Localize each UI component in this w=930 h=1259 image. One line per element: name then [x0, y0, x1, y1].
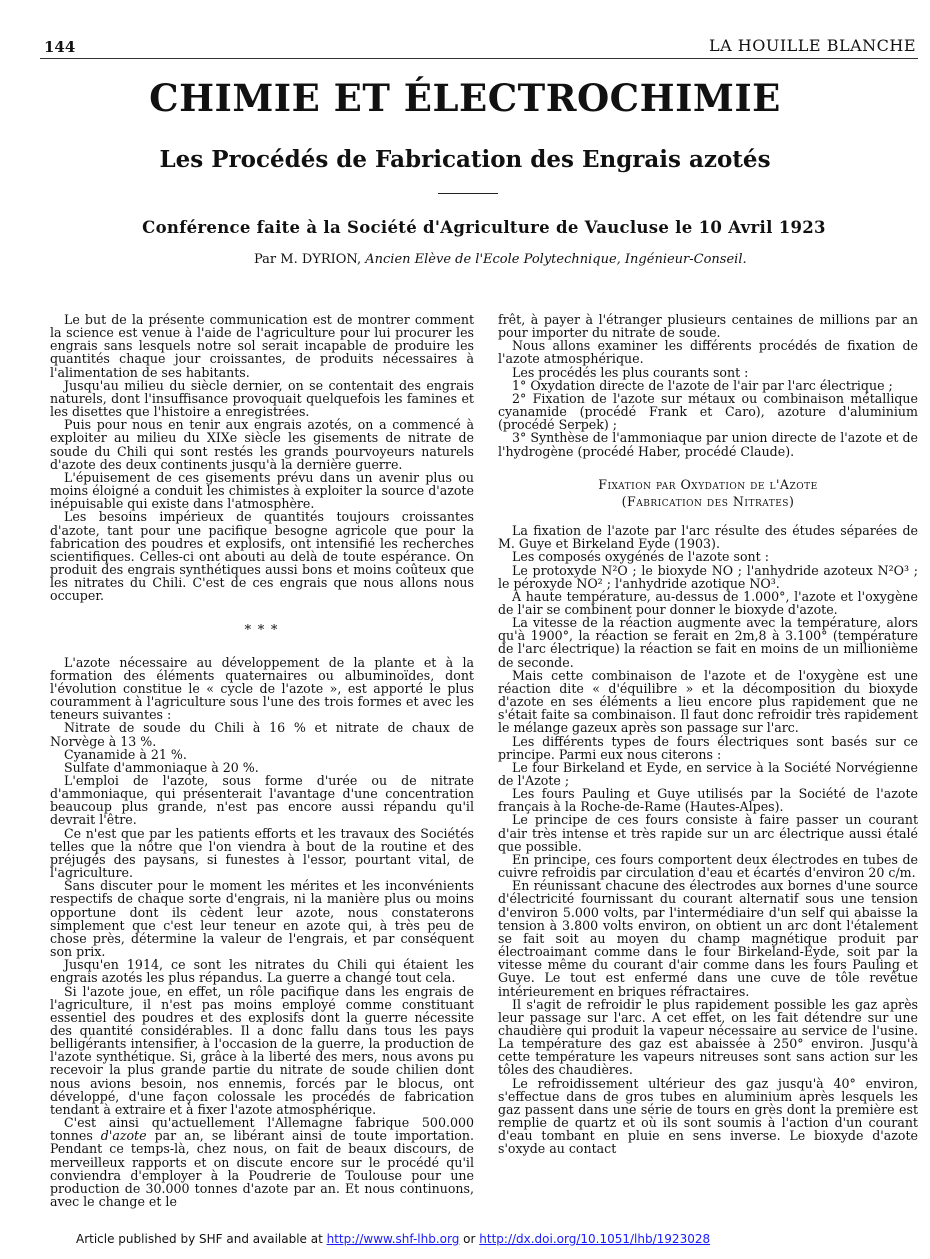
paragraph: Jusqu'au milieu du siècle dernier, on se contentait des engrais naturels, dont l'insuffisance provoquait quelquefois les famines et les disettes que l'histoire a enregistrées. — [50, 377, 474, 420]
paragraph: Mais cette combinaison de l'azote et de l'oxygène est une réaction dite « d'équilibre » et la décomposition du bioxyde d'azote en ses éléments a lieu encore plus rapidement que ne s'était faite sa combinaison. Il faut donc refroidir très rapidement le mélange gazeux après son passage sur l'arc. — [498, 667, 918, 736]
paragraph: Jusqu'en 1914, ce sont les nitrates du Chili qui étaient les engrais azotés les plus répandus. La guerre a changé tout cela. — [50, 957, 474, 986]
page-number: 144 — [44, 38, 76, 56]
paragraph: Le refroidissement ultérieur des gaz jusqu'à 40° environ, s'effectue dans de gros tubes en aluminium après lesquels les gaz passent dans une série de tours en grès dont la première est remplie de quartz et où ils sont soumis à l'action d'un courant d'eau tombant en pluie en sens inverse. Le bioxyde d'azote s'oxyde au contact — [498, 1075, 918, 1157]
section-separator: * * * — [244, 623, 280, 639]
author-byline — [254, 252, 747, 267]
paragraph: En principe, ces fours comportent deux électrodes en tubes de cuivre refroidis par circulation d'eau et écartés d'environ 20 c/m. — [498, 851, 918, 881]
paragraph: 1° Oxydation directe de l'azote de l'air par l'arc électrique ; — [512, 377, 893, 393]
paragraph: L'épuisement de ces gisements prévu dans un avenir plus ou moins éloigné a conduit les chimistes à exploiter la source d'azote inépuisable qui existe dans l'atmosphère. — [50, 469, 474, 512]
right-column — [498, 313, 918, 1156]
conference-subtitle: Conférence faite à la Société d'Agriculture de Vaucluse le 10 Avril 1923 — [142, 218, 826, 237]
publisher-footer — [76, 1232, 710, 1246]
paragraph: Ce n'est que par les patients efforts et les travaux des Sociétés telles que la nôtre que l'on viendra à bout de la routine et des préjugés des paysans, si funestes à l'essor, pourtant vital, de l'agriculture. — [50, 825, 474, 881]
shf-link[interactable]: http://www.shf-lhb.org — [326, 1232, 460, 1246]
paragraph: 3° Synthèse de l'ammoniaque par union directe de l'azote et de l'hydrogène (procédé Haber, procédé Claude). — [498, 430, 918, 459]
paragraph: frêt, à payer à l'étranger plusieurs centaines de millions par an pour importer du nitrate de soude. — [498, 312, 918, 341]
paragraph: Si l'azote joue, en effet, un rôle pacifique dans les engrais de l'agriculture, il n'est pas moins employé comme constituant essentiel des poudres et des explosifs dont la guerre nécessite des quantité considérables. Il a donc fallu dans tous les pays belligérants intensifier, à l'occasion de la guerre, la production de l'azote synthétique. Si, grâce à la liberté des mers, nous avons pu recevoir la plus grande partie du nitrate de soude chilien dont nous avions besoin, nos ennemis, forcés par le blocus, ont développé, d'une façon colossale les procédés de fabrication tendant à extraire et à fixer l'azote atmosphérique. — [50, 983, 474, 1117]
paragraph: La fixation de l'azote par l'arc résulte des études séparées de M. Guye et Birkeland Eyde (1903). — [498, 523, 918, 552]
paragraph: A haute température, au-dessus de 1.000°, l'azote et l'oxygène de l'air se combinent pour donner le bioxyde d'azote. — [498, 588, 918, 617]
author-role: Ancien Elève de l'Ecole Polytechnique, Ingénieur-Conseil. — [365, 252, 747, 267]
paragraph: Le protoxyde N²O ; le bioxyde NO ; l'anhydride azoteux N²O³ ; le péroxyde NO² ; l'anhydride azotique NO³. — [498, 562, 918, 591]
header-rule — [40, 58, 918, 59]
paragraph: Le but de la présente communication est de montrer comment la science est venue à l'aide de l'agriculture pour lui procurer les engrais sans lesquels notre sol serait incapable de produire les quantités chaque jour croissantes, de produits nécessaires à l'alimentation de ses habitants. — [50, 312, 474, 380]
paragraph: Cyanamide à 21 %. — [64, 746, 187, 762]
paragraph: En réunissant chacune des électrodes aux bornes d'une source d'électricité fournissant du courant alternatif sous une tension d'environ 5.000 volts, par l'intermédiaire d'un self qui abaisse la tension à 3.800 volts environ, on obtient un arc dont l'étalement se fait soit au moyen du champ magnétique produit par électroaimant comme dans le four Birkeland-Eyde, soit par la vitesse même du courant d'air comme dans les fours Pauling et Guye. Le tout est enfermé dans une cuve de tôle revêtue intérieurement en briques réfractaires. — [498, 878, 918, 999]
paragraph: Les procédés les plus courants sont : — [512, 364, 749, 380]
footer-or: or — [459, 1232, 480, 1246]
paragraph: Le four Birkeland et Eyde, en service à la Société Norvégienne de l'Azote ; — [498, 759, 918, 788]
paragraph: 2° Fixation de l'azote sur métaux ou combinaison métallique cyanamide (procédé Frank et Caro), azoture d'aluminium (procédé Serpek) ; — [498, 390, 918, 433]
paragraph: Nous allons examiner les différents procédés de fixation de l'azote atmosphérique. — [498, 338, 918, 367]
paragraph: Le principe de ces fours consiste à faire passer un courant d'air très intense et très rapide sur un arc électrique aussi étalé que possible. — [498, 812, 918, 854]
paragraph: La vitesse de la réaction augmente avec la température, alors qu'à 1900°, la réaction se ferait en 2m,8 à 3.100° (température de l'arc électrique) la réaction se fait en moins de un millionième de seconde. — [498, 615, 918, 670]
author-name: Par M. DYRION, — [254, 252, 362, 267]
paragraph: Les besoins impérieux de quantités toujours croissantes d'azote, tant pour une pacifique besogne agricole que pour la fabrication des poudres et explosifs, ont intensifié les recherches scientifiques. Celles-ci ont abouti au delà de toute espérance. On produit des engrais synthétiques aussi bons et moins coûteux que les nitrates du Chili. C'est de ces engrais que nous allons nous occuper. — [50, 509, 474, 604]
subheading: Fixation par Oxydation de l'Azote — [598, 476, 818, 492]
article-title: Les Procédés de Fabrication des Engrais azotés — [159, 146, 771, 173]
doi-link[interactable]: http://dx.doi.org/10.1051/lhb/1923028 — [479, 1232, 711, 1246]
paragraph: Il s'agit de refroidir le plus rapidement possible les gaz après leur passage sur l'arc. A cet effet, on les fait détendre sur une chaudière qui produit la vapeur nécessaire au service de l'usine. La température des gaz est abaissée à 250° environ. Jusqu'à cette température les vapeurs nitreuses sont sans action sur les tôles des chaudières. — [498, 996, 918, 1078]
paragraph: L'emploi de l'azote, sous forme d'urée ou de nitrate d'ammoniaque, qui présenterait l'avantage d'une concentration beaucoup plus grande, n'est pas encore aussi répandu qu'il devrait l'être. — [50, 773, 474, 828]
paragraph: L'azote nécessaire au développement de la plante et à la formation des éléments quaternaires ou albuminoïdes, dont l'évolution constitue le « cycle de l'azote », est apporté le plus couramment à l'agriculture sous l'une des trois formes et avec les teneurs suivantes : — [50, 654, 474, 723]
title-divider — [438, 193, 498, 194]
paragraph — [50, 1116, 474, 1208]
paragraph: Les fours Pauling et Guye utilisés par la Société de l'azote français à la Roche-de-Rame (Hautes-Alpes). — [498, 786, 918, 815]
paragraph: Sans discuter pour le moment les mérites et les inconvénients respectifs de chaque sorte d'engrais, ni la manière plus ou moins opportune dont ils cèdent leur azote, nous constaterons simplement que c'est leur teneur en azote qui, à très peu de chose près, détermine la valeur de l'engrais, et par conséquent son prix. — [50, 878, 474, 960]
paragraph: Nitrate de soude du Chili à 16 % et nitrate de chaux de Norvège à 13 %. — [50, 720, 474, 749]
journal-name: LA HOUILLE BLANCHE — [709, 36, 916, 55]
paragraph: Les composés oxygénés de l'azote sont : — [512, 549, 769, 565]
paragraph: Puis pour nous en tenir aux engrais azotés, on a commencé à exploiter au milieu du XIXe siècle les gisements de nitrate de soude du Chili qui sont restés les grands pourvoyeurs naturels d'azote des deux continents jusqu'à la dernière guerre. — [50, 417, 474, 472]
paragraph: Les différents types de fours électriques sont basés sur ce principe. Parmi eux nous citerons : — [498, 733, 918, 762]
emphasis: d'azote — [100, 1128, 147, 1144]
subheading-paren: (Fabrication des Nitrates) — [621, 493, 795, 509]
paragraph: Sulfate d'ammoniaque à 20 %. — [64, 759, 259, 775]
left-column — [50, 313, 474, 1208]
text-run: C'est ainsi qu'actuellement l'Allemagne fabrique 500.000 tonnes — [50, 1115, 474, 1144]
section-title: CHIMIE ET ÉLECTROCHIMIE — [149, 76, 781, 120]
text-run: par an, se libérant ainsi de toute importation. Pendant ce temps-là, chez nous, on fait de beaux discours, de merveilleux rapports et on discute encore sur le procédé qu'il conviendra d'employer à la Poudrerie de Toulouse pour une production de 30.000 tonnes d'azote par an. Et nous continuons, avec le change et le — [50, 1128, 474, 1209]
footer-text: Article published by SHF and available at — [76, 1232, 327, 1246]
